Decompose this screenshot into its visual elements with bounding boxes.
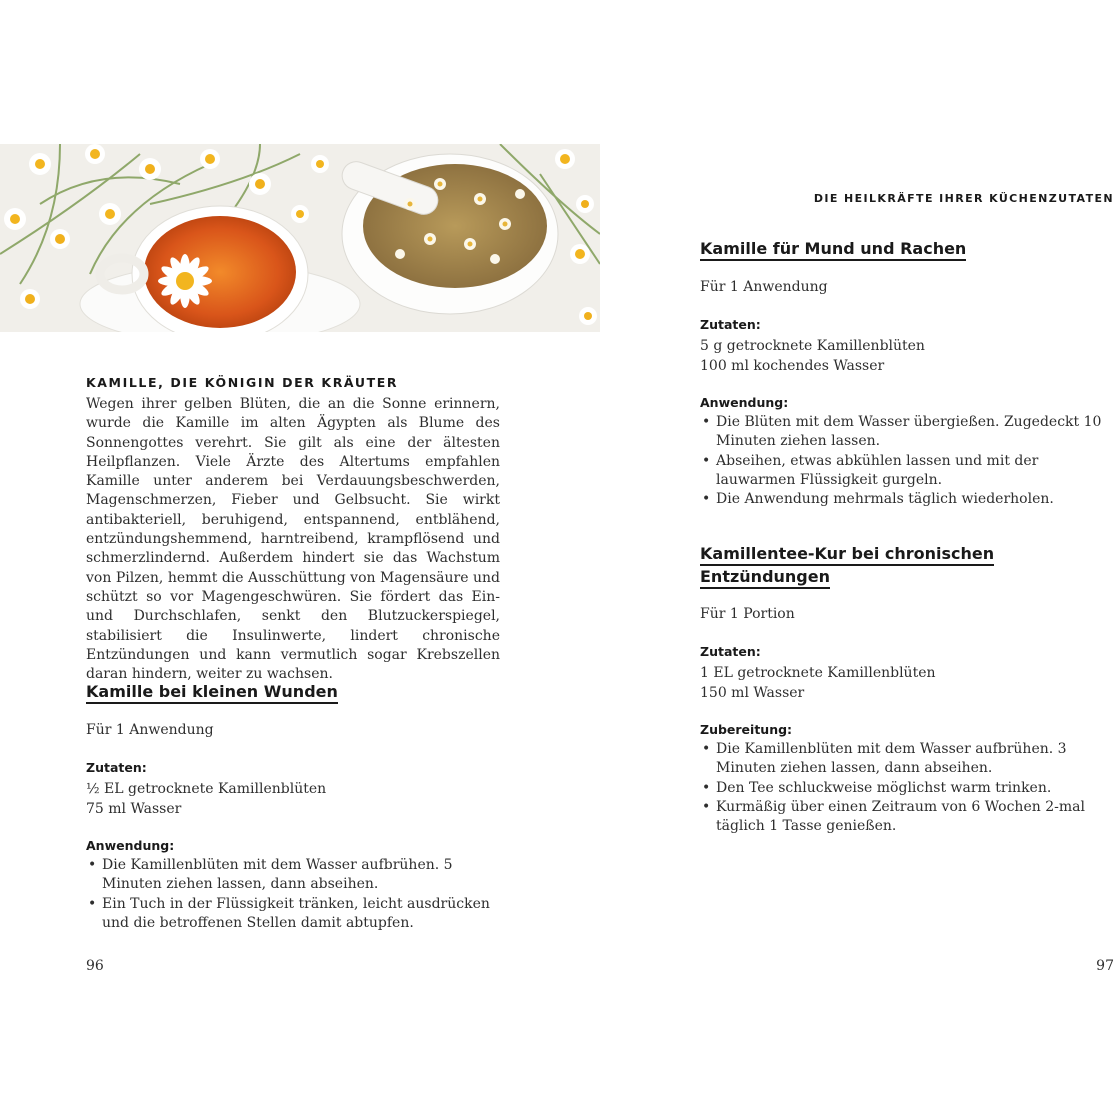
steps-list (700, 740, 1112, 836)
step-item: • Abseihen, etwas abkühlen lassen und mit der lauwarmen Flüssigkeit gurgeln. (700, 452, 1108, 491)
running-head: DIE HEILKRÄFTE IHRER KÜCHENZUTATEN (813, 192, 1114, 205)
intro-paragraph: Wegen ihrer gelben Blüten, die an die Sonne erinnern, wurde die Kamille im alten Ägypten als Blume des Sonnengottes verehrt. Sie gilt als eine der ältesten Heilpflanzen. Viele Ärzte des Altertums empfahlen Kamille unter anderem bei Verdauungsbeschwerden, Magenschmerzen, Fieber und Gelbsucht. Sie wirkt antibakteriell, beruhigend, entspannend, entblähend, entzündungshemmend, harntreibend, krampflösend und schmerzlindernd. Außerdem hindert sie das Wachstum von Pilzen, hemmt die Ausschüttung von Magensäure und schützt so vor Magengeschwüren. Sie fördert das Ein- und Durchschlafen, senkt den Blutzuckerspiegel, stabilisiert die Insulinwerte, lindert chronische Entzündungen und kann vermutlich sogar Krebszellen daran hindern, weiter zu wachsen. (86, 396, 500, 683)
steps-label: Anwendung: (700, 395, 789, 410)
steps-list (86, 856, 500, 933)
step-item: • Die Kamillenblüten mit dem Wasser aufbrühen. 3 Minuten ziehen lassen, dann abseihen. (700, 740, 1112, 779)
ingredients-list (86, 779, 326, 819)
serving-info: Für 1 Portion (700, 606, 795, 622)
steps-label: Anwendung: (86, 838, 175, 853)
step-item: • Die Kamillenblüten mit dem Wasser aufbrühen. 5 Minuten ziehen lassen, dann abseihen. (86, 856, 500, 895)
section-title: KAMILLE, DIE KÖNIGIN DER KRÄUTER (86, 375, 399, 390)
recipe-title-text: Kamille bei kleinen Wunden (86, 682, 338, 704)
page-number-right: 97 (1096, 958, 1114, 974)
steps-list (700, 413, 1108, 509)
recipe-title-line2: Entzündungen (700, 567, 830, 589)
right-page (560, 0, 1120, 1120)
serving-info: Für 1 Anwendung (86, 722, 214, 738)
ingredients-label: Zutaten: (86, 760, 147, 775)
step-item: • Den Tee schluckweise möglichst warm trinken. (700, 779, 1112, 798)
recipe-title-text: Kamille für Mund und Rachen (700, 239, 966, 261)
ingredient-item: 150 ml Wasser (700, 685, 805, 701)
page-number-left: 96 (86, 958, 104, 974)
recipe-title-wunden (86, 680, 338, 703)
step-item: • Ein Tuch in der Flüssigkeit tränken, leicht ausdrücken und die betroffenen Stellen damit abtupfen. (86, 895, 500, 934)
ingredient-item: ½ EL getrocknete Kamillenblüten (86, 781, 327, 797)
step-item: • Die Blüten mit dem Wasser übergießen. Zugedeckt 10 Minuten ziehen lassen. (700, 413, 1108, 452)
ingredients-list (700, 663, 936, 703)
recipe-title-kur (700, 542, 994, 588)
step-item: • Kurmäßig über einen Zeitraum von 6 Wochen 2-mal täglich 1 Tasse genießen. (700, 798, 1112, 837)
chamomile-tea-photo (0, 144, 600, 332)
steps-label: Zubereitung: (700, 722, 793, 737)
serving-info: Für 1 Anwendung (700, 279, 828, 295)
recipe-title-line1: Kamillentee-Kur bei chronischen (700, 544, 994, 566)
step-item: • Die Anwendung mehrmals täglich wiederholen. (700, 490, 1108, 509)
ingredients-list (700, 336, 925, 376)
recipe-title-mund (700, 237, 966, 260)
ingredients-label: Zutaten: (700, 317, 761, 332)
ingredient-item: 5 g getrocknete Kamillenblüten (700, 338, 925, 354)
ingredient-item: 1 EL getrocknete Kamillenblüten (700, 665, 936, 681)
ingredient-item: 75 ml Wasser (86, 801, 182, 817)
ingredient-item: 100 ml kochendes Wasser (700, 358, 885, 374)
ingredients-label: Zutaten: (700, 644, 761, 659)
